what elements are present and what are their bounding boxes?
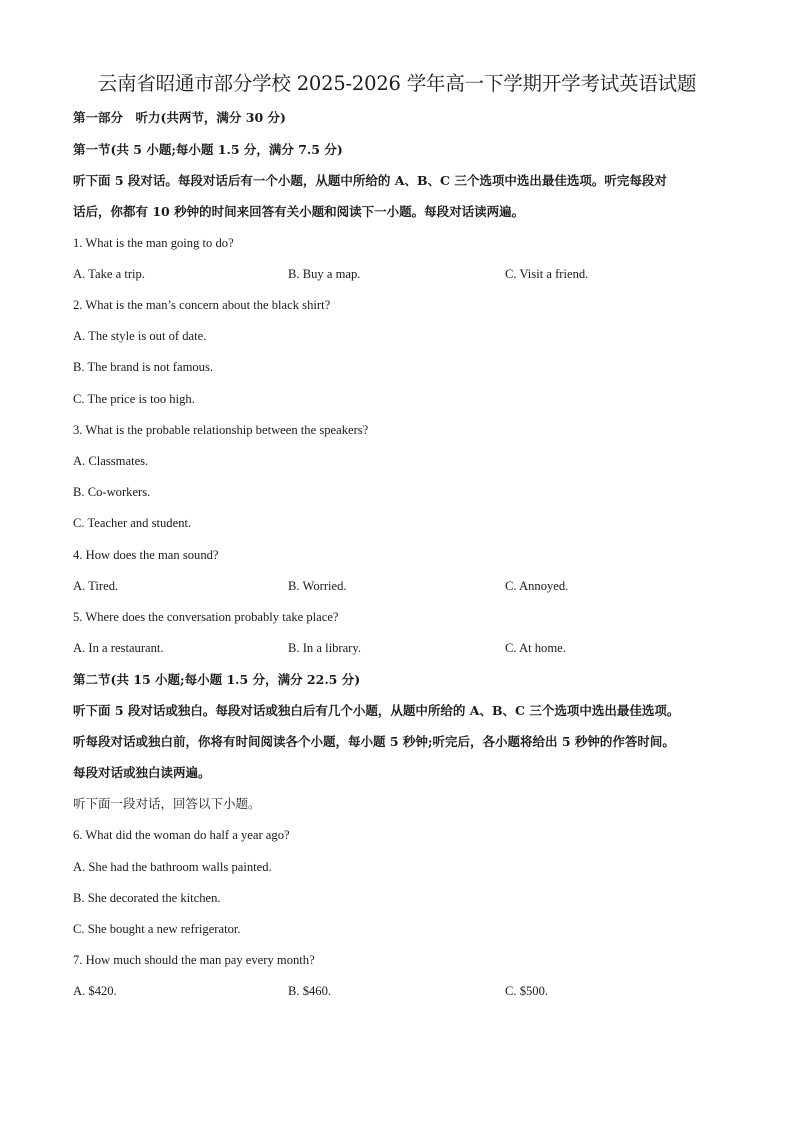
question-option: A. Take a trip. [73, 267, 145, 281]
question-stem: 7. How much should the man pay every month? [73, 953, 315, 967]
dialogue-prompt: 听下面一段对话，回答以下小题。 [73, 796, 261, 811]
question-stem: 1. What is the man going to do? [73, 236, 234, 250]
question-option: A. $420. [73, 984, 117, 998]
question-option: B. She decorated the kitchen. [73, 891, 221, 905]
question-option: B. In a library. [288, 641, 361, 655]
exam-title: 云南省昭通市部分学校 2025-2026 学年高一下学期开学考试英语试题 [97, 72, 697, 95]
question-stem: 5. Where does the conversation probably take place? [73, 610, 339, 624]
question-option: A. The style is out of date. [73, 329, 207, 343]
question-option: C. Teacher and student. [73, 516, 192, 530]
question-option: B. Co-workers. [73, 485, 151, 499]
question-option: C. The price is too high. [73, 392, 195, 406]
section-two-instruction: 每段对话或独白读两遍。 [73, 765, 211, 780]
question-option: C. Visit a friend. [505, 267, 589, 281]
section-two-instruction: 听下面 5 段对话或独白。每段对话或独白后有几个小题，从题中所给的 A、B、C 三个选项中选出最佳选项。 [73, 703, 680, 718]
section-one-instruction: 话后，你都有 10 秒钟的时间来回答有关小题和阅读下一小题。每段对话读两遍。 [73, 204, 525, 219]
question-option: A. Tired. [73, 579, 119, 593]
question-option: B. Worried. [288, 579, 347, 593]
part-one-heading: 第一部分 听力(共两节，满分 30 分) [73, 110, 286, 125]
question-option: B. Buy a map. [288, 267, 361, 281]
section-one-instruction: 听下面 5 段对话。每段对话后有一个小题，从题中所给的 A、B、C 三个选项中选出最佳选项。听完每段对 [73, 173, 667, 188]
question-option: B. The brand is not famous. [73, 360, 214, 374]
question-option: A. Classmates. [73, 454, 149, 468]
question-option: C. At home. [505, 641, 566, 655]
question-stem: 2. What is the man’s concern about the black shirt? [73, 298, 331, 312]
question-option: A. She had the bathroom walls painted. [73, 860, 272, 874]
question-stem: 6. What did the woman do half a year ago? [73, 828, 290, 842]
section-one-heading: 第一节(共 5 小题;每小题 1.5 分，满分 7.5 分) [73, 142, 343, 157]
question-option: A. In a restaurant. [73, 641, 164, 655]
question-stem: 3. What is the probable relationship between the speakers? [73, 423, 369, 437]
question-option: C. $500. [505, 984, 549, 998]
question-option: C. She bought a new refrigerator. [73, 922, 241, 936]
section-two-instruction: 听每段对话或独白前，你将有时间阅读各个小题，每小题 5 秒钟;听完后，各小题将给出 5 秒钟的作答时间。 [73, 734, 675, 749]
question-stem: 4. How does the man sound? [73, 548, 219, 562]
section-two-heading: 第二节(共 15 小题;每小题 1.5 分，满分 22.5 分) [73, 672, 361, 687]
question-option: C. Annoyed. [505, 579, 569, 593]
question-option: B. $460. [288, 984, 332, 998]
